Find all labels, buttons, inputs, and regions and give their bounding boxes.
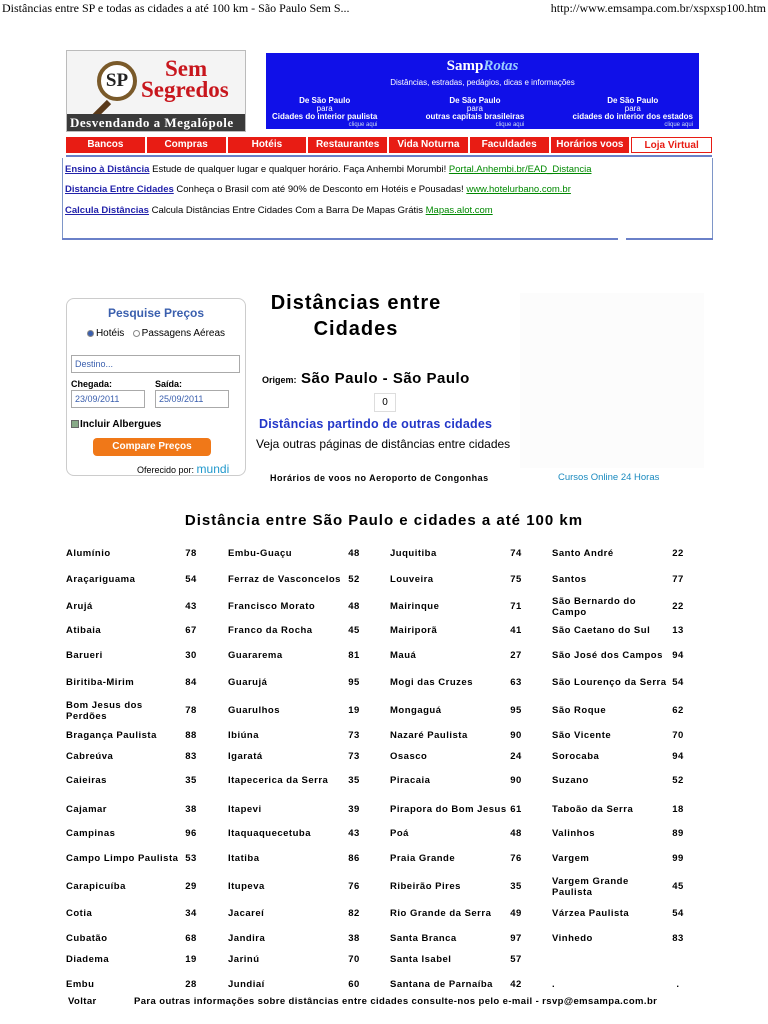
logo-word-segredos: Segredos — [141, 77, 229, 102]
city-name: Ribeirão Pires — [390, 881, 461, 892]
distance-km: 38 — [348, 933, 360, 944]
distance-km: 75 — [510, 574, 522, 585]
city-name: Itapecerica da Serra — [228, 775, 329, 786]
city-name: Jacareí — [228, 908, 265, 919]
city-name: Osasco — [390, 751, 428, 762]
distance-km: 67 — [185, 625, 197, 636]
distance-km: 99 — [672, 853, 684, 864]
distance-km: 28 — [185, 979, 197, 990]
distance-km: 54 — [672, 908, 684, 919]
congonhas-flights-link[interactable]: Horários de voos no Aeroporto de Congonhas — [270, 473, 489, 483]
ad-url-link[interactable]: Portal.Anhembi.br/EAD_Distancia — [448, 164, 592, 175]
distance-km: . — [676, 979, 680, 990]
city-name: Guarujá — [228, 677, 268, 688]
nav-vida-noturna[interactable]: Vida Noturna — [389, 137, 468, 153]
city-name: Biritiba-Mirim — [66, 677, 135, 688]
city-name: São José dos Campos — [552, 650, 663, 661]
distance-km: 27 — [510, 650, 522, 661]
distance-km: 48 — [510, 828, 522, 839]
distance-km: 77 — [672, 574, 684, 585]
distance-km: 86 — [348, 853, 360, 864]
print-url: http://www.emsampa.com.br/xspxsp100.htm — [550, 1, 766, 15]
city-name: Itapevi — [228, 804, 262, 815]
distance-km: 45 — [348, 625, 360, 636]
origin — [262, 370, 470, 388]
city-name: Taboão da Serra — [552, 804, 634, 815]
radio-flights[interactable] — [133, 330, 140, 337]
checkin-date-field[interactable]: 23/09/2011 — [71, 390, 145, 408]
distance-km: 82 — [348, 908, 360, 919]
distance-km: 97 — [510, 933, 522, 944]
distance-km: 53 — [185, 853, 197, 864]
ad-text: Conheça o Brasil com até 90% de Desconto em Hotéis e Pousadas! — [173, 184, 467, 195]
print-title: Distâncias entre SP e todas as cidades a até 100 km - São Paulo Sem S... — [2, 1, 350, 15]
ad-url-link[interactable]: www.hotelurbano.com.br — [466, 184, 571, 195]
main-nav — [66, 137, 712, 153]
city-name: Alumínio — [66, 548, 111, 559]
distance-km: 70 — [348, 954, 360, 965]
city-name: Campo Limpo Paulista — [66, 853, 179, 864]
ad-row — [65, 205, 493, 216]
city-name: Santo André — [552, 548, 614, 559]
city-name: Itaquaquecetuba — [228, 828, 311, 839]
city-name: Vargem Grande Paulista — [552, 876, 629, 898]
city-name: Santa Branca — [390, 933, 457, 944]
radio-flights-label[interactable]: Passagens Aéreas — [141, 328, 226, 339]
city-name: Bragança Paulista — [66, 730, 157, 741]
distance-km: 81 — [348, 650, 360, 661]
distance-km: 96 — [185, 828, 197, 839]
distance-km: 76 — [348, 881, 360, 892]
back-link[interactable]: Voltar — [68, 996, 97, 1007]
distance-km: 48 — [348, 601, 360, 612]
city-name: . — [552, 979, 556, 990]
city-name: Mongaguá — [390, 705, 442, 716]
city-name: São Vicente — [552, 730, 612, 741]
samprotas-link-interior-sp[interactable]: De São Paulo para Cidades do interior paulista clique aqui — [272, 96, 378, 128]
city-name: Jarinú — [228, 954, 260, 965]
city-name: Guararema — [228, 650, 283, 661]
city-name: Vinhedo — [552, 933, 593, 944]
distance-km: 71 — [510, 601, 522, 612]
distance-km: 78 — [185, 705, 197, 716]
widget-title: Pesquise Preços — [107, 306, 205, 320]
city-name: Mauá — [390, 650, 417, 661]
city-name: Mairiporã — [390, 625, 438, 636]
distance-km: 34 — [185, 908, 197, 919]
distance-km: 89 — [672, 828, 684, 839]
ads-divider — [62, 238, 713, 240]
city-name: São Caetano do Sul — [552, 625, 651, 636]
logo-tagline: Desvendando a Megalópole — [67, 114, 245, 131]
distance-km: 39 — [348, 804, 360, 815]
distances-title: Distância entre São Paulo e cidades a até 100 km — [184, 512, 584, 529]
city-name: Franco da Rocha — [228, 625, 313, 636]
nav-compras[interactable]: Compras — [147, 137, 226, 153]
footer-contact: Para outras informações sobre distâncias entre cidades consulte-nos pelo e-mail - rsvp@emsampa.com.br — [134, 996, 658, 1007]
origin-label: Origem: — [262, 375, 297, 385]
checkin-label: Chegada: — [71, 379, 113, 389]
distance-km: 68 — [185, 933, 197, 944]
mundi-logo[interactable]: mundi — [196, 462, 230, 476]
city-name: Carapicuíba — [66, 881, 126, 892]
samprotas-link-capitais[interactable]: De São Paulo para outras capitais brasileiras clique aqui — [425, 96, 525, 128]
distance-km: 60 — [348, 979, 360, 990]
distance-km: 70 — [672, 730, 684, 741]
radio-hotels[interactable] — [87, 330, 94, 337]
distance-km: 54 — [185, 574, 197, 585]
distance-km: 94 — [672, 751, 684, 762]
city-name: Igaratá — [228, 751, 263, 762]
city-name: Louveira — [390, 574, 434, 585]
distance-km: 73 — [348, 730, 360, 741]
price-search-widget — [66, 298, 246, 476]
city-name: Caieiras — [66, 775, 107, 786]
distance-km: 90 — [510, 775, 522, 786]
samprotas-brand: SampRotas — [446, 58, 519, 74]
city-name: Itupeva — [228, 881, 265, 892]
city-name: Cotia — [66, 908, 93, 919]
distance-km: 83 — [185, 751, 197, 762]
distance-km: 22 — [672, 548, 684, 559]
city-name: Francisco Morato — [228, 601, 316, 612]
city-name: Cabreúva — [66, 751, 114, 762]
origin-value: São Paulo - São Paulo — [300, 370, 470, 387]
distance-km: 83 — [672, 933, 684, 944]
destination-input[interactable]: Destino... — [71, 355, 240, 373]
city-name: Guarulhos — [228, 705, 281, 716]
distance-km: 63 — [510, 677, 522, 688]
nav-hoteis[interactable]: Hotéis — [228, 137, 307, 153]
samprotas-banner[interactable] — [266, 53, 699, 129]
distance-km: 61 — [510, 804, 522, 815]
distance-km: 35 — [348, 775, 360, 786]
city-name: Poá — [390, 828, 409, 839]
distance-km: 76 — [510, 853, 522, 864]
city-name: Itatiba — [228, 853, 260, 864]
city-name: Diadema — [66, 954, 110, 965]
site-logo[interactable] — [66, 50, 246, 132]
checkout-date-field[interactable]: 25/09/2011 — [155, 390, 229, 408]
city-name: Embu — [66, 979, 95, 990]
nav-faculdades[interactable]: Faculdades — [470, 137, 549, 153]
distance-km: 38 — [185, 804, 197, 815]
distance-km: 57 — [510, 954, 522, 965]
distance-km: 45 — [672, 881, 684, 892]
radio-hotels-label[interactable]: Hotéis — [95, 328, 125, 339]
city-name: Santana de Parnaíba — [390, 979, 493, 990]
powered-by: Oferecido por: mundi — [137, 462, 230, 476]
city-name: São Bernardo do Campo — [552, 596, 637, 618]
checkout-label: Saída: — [155, 379, 183, 389]
ad-row — [65, 184, 571, 195]
city-name: Atibaia — [66, 625, 102, 636]
city-name: Arujá — [66, 601, 93, 612]
city-name: Várzea Paulista — [552, 908, 630, 919]
city-name: Santos — [552, 574, 587, 585]
checkbox-icon[interactable] — [71, 420, 79, 428]
distance-km: 54 — [672, 677, 684, 688]
distance-km: 18 — [672, 804, 684, 815]
samprotas-link-interior-estados[interactable]: De São Paulo para cidades do interior dos estados clique aqui — [572, 96, 693, 128]
compare-prices-button[interactable]: Compare Preços — [93, 438, 211, 456]
distance-km: 73 — [348, 751, 360, 762]
distance-km: 24 — [510, 751, 522, 762]
city-name: Vargem — [552, 853, 590, 864]
distance-km: 62 — [672, 705, 684, 716]
distance-km: 13 — [672, 625, 684, 636]
ad-text: Calcula Distâncias Entre Cidades Com a Barra De Mapas Grátis — [148, 205, 426, 216]
logo-initials: SP — [97, 61, 137, 101]
city-name: São Roque — [552, 705, 607, 716]
distance-km: 94 — [672, 650, 684, 661]
ad-row — [65, 164, 592, 175]
ad-keyword-link[interactable]: Calcula Distâncias — [65, 205, 149, 216]
distance-km: 84 — [185, 677, 197, 688]
city-name: Praia Grande — [390, 853, 456, 864]
distance-km: 95 — [510, 705, 522, 716]
nav-horarios-voos[interactable]: Horários voos — [551, 137, 630, 153]
city-name: Cubatão — [66, 933, 108, 944]
city-name: Sorocaba — [552, 751, 600, 762]
distance-km: 30 — [185, 650, 197, 661]
distance-km: 35 — [510, 881, 522, 892]
city-name: Cajamar — [66, 804, 107, 815]
distance-km: 42 — [510, 979, 522, 990]
include-hostels-checkbox[interactable]: Incluir Albergues — [71, 419, 161, 430]
nav-loja-virtual[interactable]: Loja Virtual — [631, 137, 712, 153]
city-name: Bom Jesus dos Perdões — [66, 700, 143, 722]
distance-km: 41 — [510, 625, 522, 636]
nav-bancos[interactable]: Bancos — [66, 137, 145, 153]
distance-km: 35 — [185, 775, 197, 786]
distance-km: 95 — [348, 677, 360, 688]
city-name: Mairinque — [390, 601, 440, 612]
city-name: Araçariguama — [66, 574, 136, 585]
city-name: Campinas — [66, 828, 116, 839]
ad-keyword-link[interactable]: Ensino à Distância — [65, 164, 150, 175]
city-name: Suzano — [552, 775, 589, 786]
city-name: Embu-Guaçu — [228, 548, 293, 559]
city-name: Jundiaí — [228, 979, 265, 990]
distance-km: 22 — [672, 601, 684, 612]
distance-km: 19 — [348, 705, 360, 716]
city-name: Jandira — [228, 933, 266, 944]
city-name: São Lourenço da Serra — [552, 677, 667, 688]
distance-km: 78 — [185, 548, 197, 559]
distance-km: 29 — [185, 881, 197, 892]
nav-restaurantes[interactable]: Restaurantes — [308, 137, 387, 153]
samprotas-tagline: Distâncias, estradas, pedágios, dicas e informações — [390, 78, 575, 87]
city-name: Santa Isabel — [390, 954, 452, 965]
distance-km: 43 — [185, 601, 197, 612]
distance-km: 49 — [510, 908, 522, 919]
zero-value-box: 0 — [374, 393, 396, 412]
distance-km: 48 — [348, 548, 360, 559]
other-cities-link[interactable]: Distâncias partindo de outras cidades — [259, 417, 493, 431]
distance-km: 74 — [510, 548, 522, 559]
city-name: Ferraz de Vasconcelos — [228, 574, 341, 585]
ad-placeholder — [520, 293, 704, 468]
distance-km: 90 — [510, 730, 522, 741]
print-header — [0, 0, 768, 18]
city-name: Juquitiba — [390, 548, 437, 559]
ad-keyword-link[interactable]: Distancia Entre Cidades — [65, 184, 174, 195]
city-name: Barueri — [66, 650, 103, 661]
city-name: Piracaia — [390, 775, 431, 786]
distance-km: 19 — [185, 954, 197, 965]
nav-divider — [66, 155, 712, 157]
text-ads — [62, 158, 713, 238]
online-courses-link[interactable]: Cursos Online 24 Horas — [558, 472, 660, 483]
distance-km: 52 — [348, 574, 360, 585]
ad-url-link[interactable]: Mapas.alot.com — [425, 205, 493, 216]
city-name: Pirapora do Bom Jesus — [390, 804, 507, 815]
distance-km: 88 — [185, 730, 197, 741]
city-name: Mogi das Cruzes — [390, 677, 473, 688]
other-pages-text[interactable]: Veja outras páginas de distâncias entre cidades — [256, 437, 511, 451]
distance-km: 52 — [672, 775, 684, 786]
distance-km: 43 — [348, 828, 360, 839]
page-title: Distâncias entre Cidades — [270, 292, 442, 340]
city-name: Valinhos — [552, 828, 596, 839]
city-name: Nazaré Paulista — [390, 730, 468, 741]
city-name: Rio Grande da Serra — [390, 908, 492, 919]
ad-text: Estude de qualquer lugar e qualquer horário. Faça Anhembi Morumbi! — [149, 164, 449, 175]
logo-word-sem: Sem — [165, 56, 208, 81]
city-name: Ibiúna — [228, 730, 259, 741]
